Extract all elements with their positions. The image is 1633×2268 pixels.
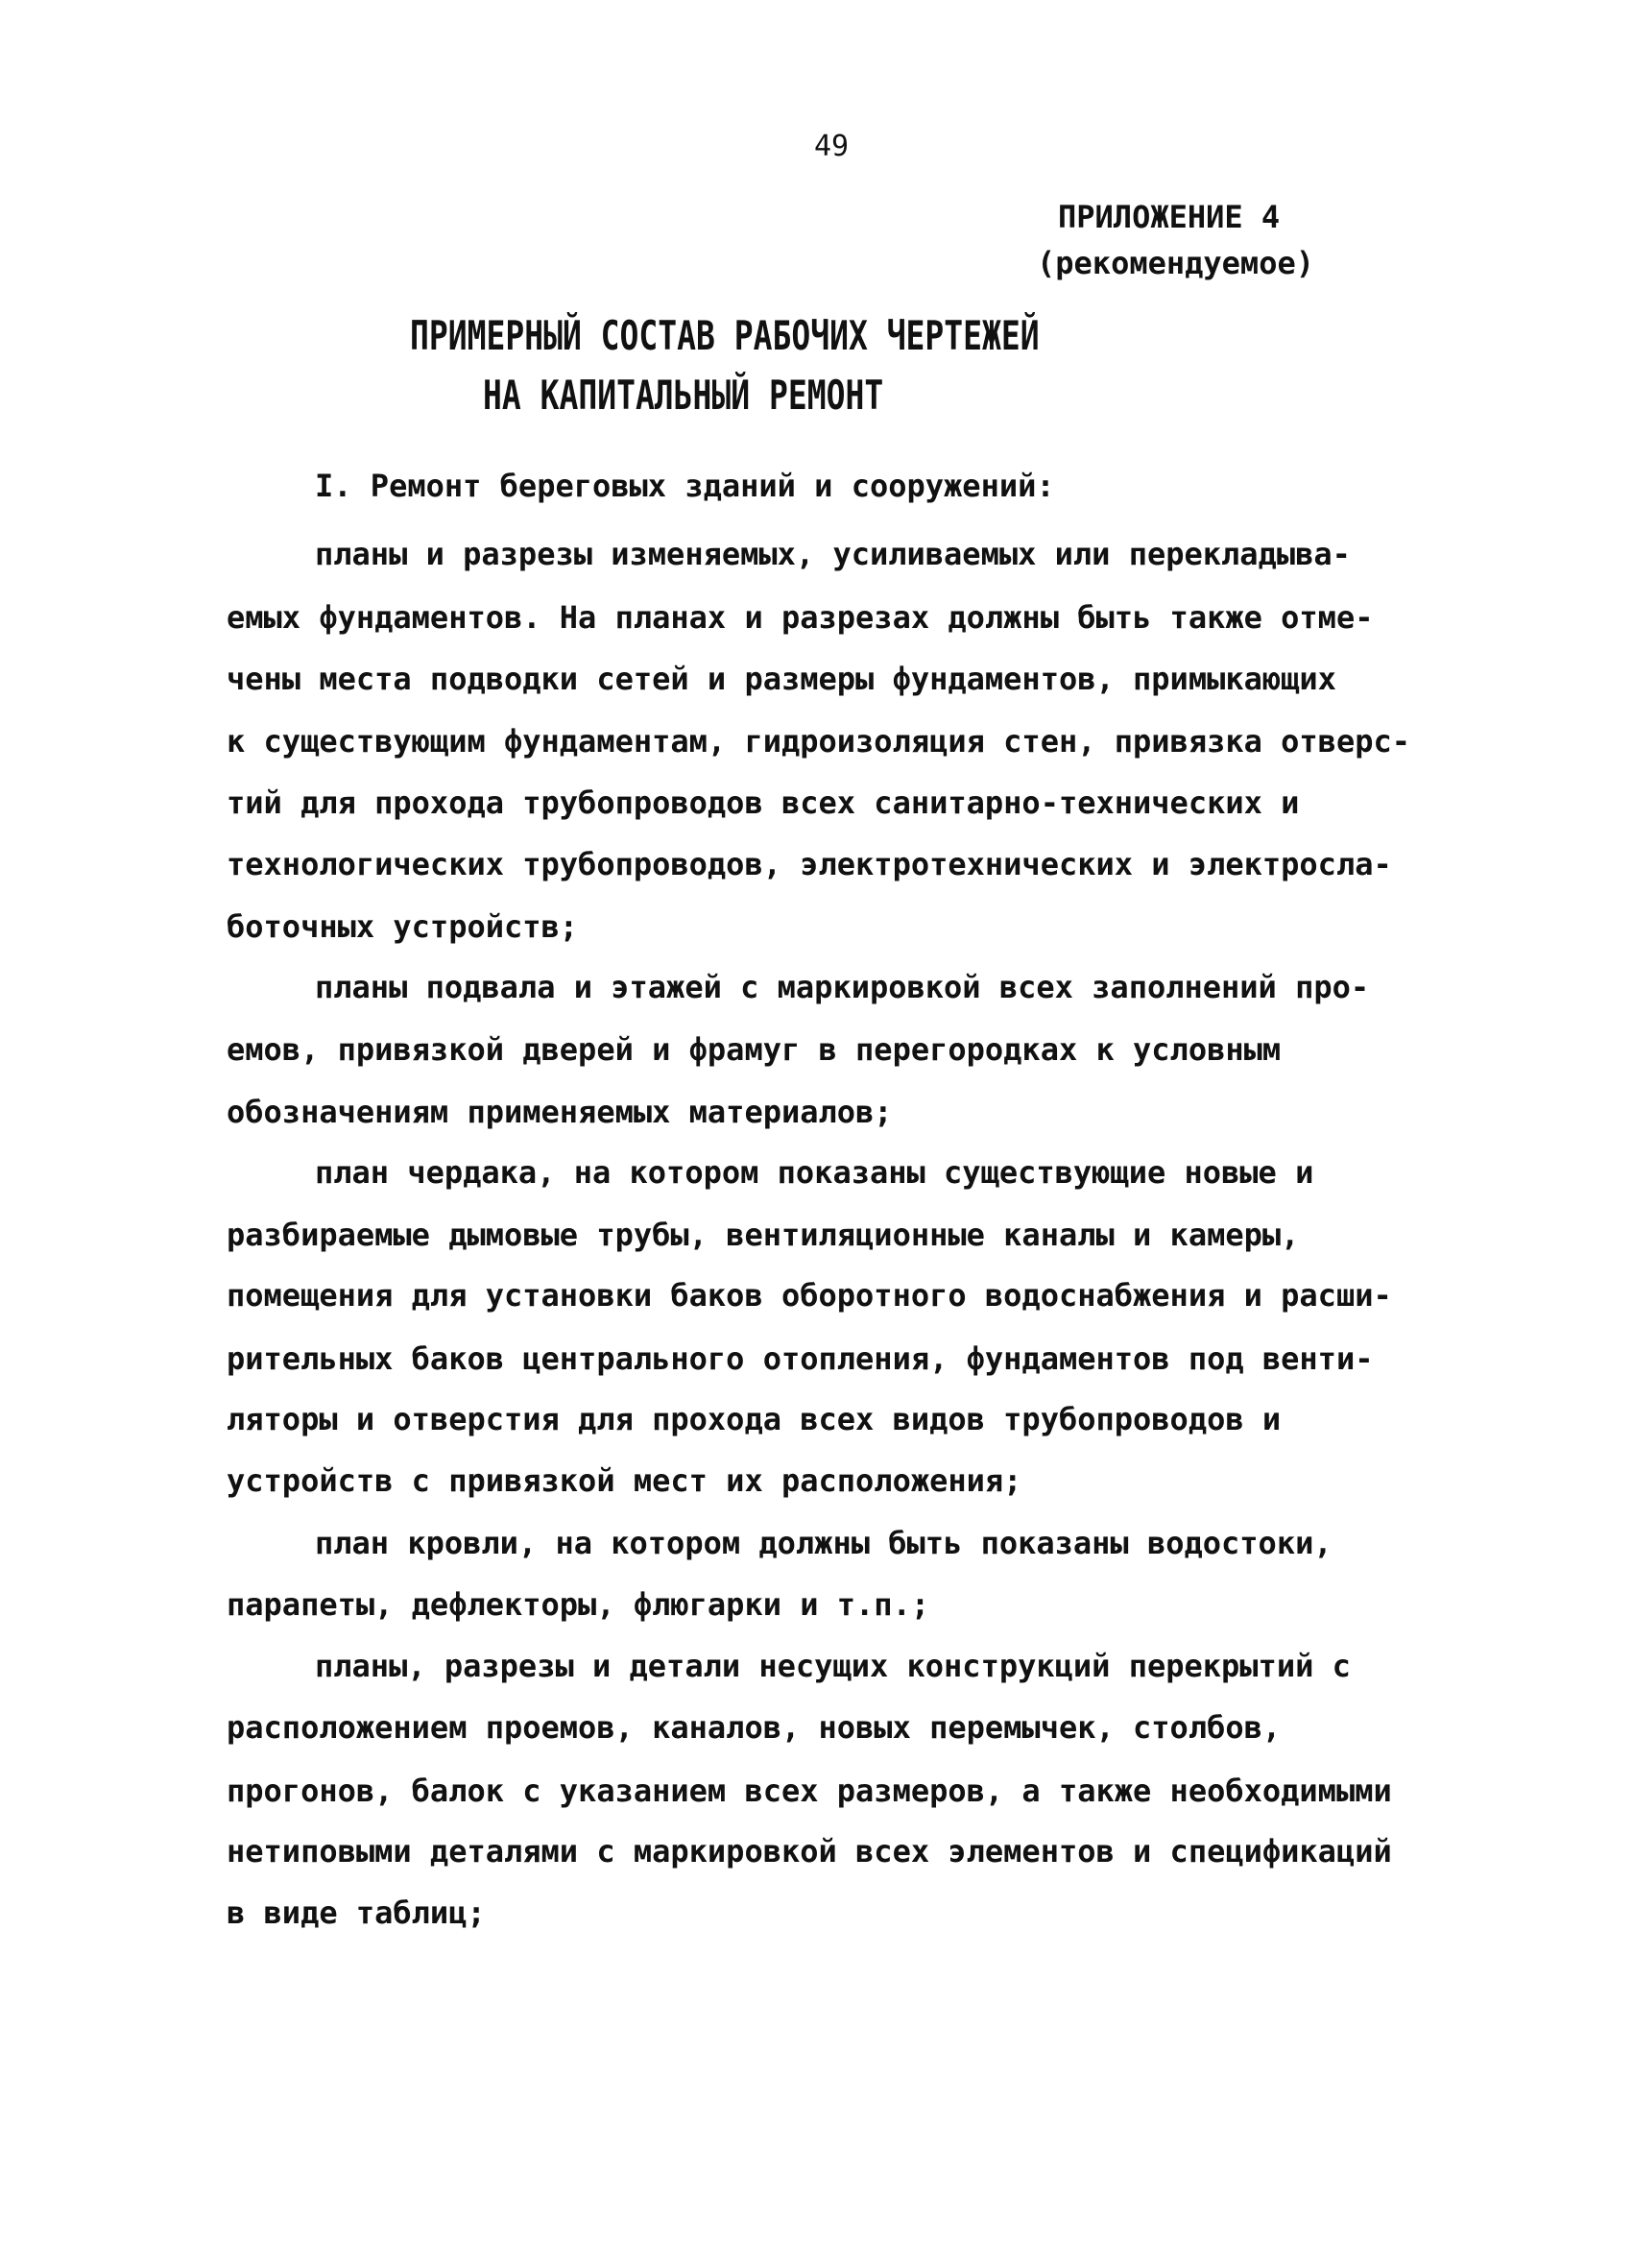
body-line: планы и разрезы изменяемых, усиливаемых или перекладыва- bbox=[315, 536, 1351, 572]
body-line: расположением проемов, каналов, новых перемычек, столбов, bbox=[227, 1709, 1282, 1746]
body-line: к существующим фундаментам, гидроизоляция стен, привязка отверс- bbox=[227, 723, 1410, 760]
body-line: технологических трубопроводов, электротехнических и электросла- bbox=[227, 846, 1392, 882]
body-line: боточных устройств; bbox=[227, 908, 579, 945]
body-line: планы, разрезы и детали несущих конструкций перекрытий с bbox=[315, 1648, 1351, 1684]
body-line: чены места подводки сетей и размеры фундаментов, примыкающих bbox=[227, 661, 1336, 697]
body-line: план кровли, на котором должны быть показаны водостоки, bbox=[315, 1525, 1333, 1561]
page-number: 49 bbox=[814, 130, 850, 163]
body-line: план чердака, на котором показаны существующие новые и bbox=[315, 1154, 1314, 1191]
body-line: помещения для установки баков оборотного водоснабжения и расши- bbox=[227, 1277, 1392, 1314]
body-line: устройств с привязкой мест их расположения; bbox=[227, 1462, 1022, 1499]
body-line: ляторы и отверстия для прохода всех видов трубопроводов и bbox=[227, 1401, 1282, 1437]
body-line: тий для прохода трубопроводов всех санитарно-технических и bbox=[227, 784, 1300, 821]
body-line: рительных баков центрального отопления, фундаментов под венти- bbox=[227, 1340, 1374, 1377]
body-line: в виде таблиц; bbox=[227, 1894, 486, 1931]
body-line: нетиповыми деталями с маркировкой всех элементов и спецификаций bbox=[227, 1833, 1392, 1870]
body-line: емых фундаментов. На планах и разрезах должны быть также отме- bbox=[227, 599, 1374, 636]
document-title-line-1: ПРИМЕРНЫЙ СОСТАВ РАБОЧИХ ЧЕРТЕЖЕЙ bbox=[410, 311, 1040, 360]
section-heading: I. Ремонт береговых зданий и сооружений: bbox=[315, 468, 1055, 504]
body-line: обозначениям применяемых материалов; bbox=[227, 1094, 893, 1130]
body-line: прогонов, балок с указанием всех размеров, а также необходимыми bbox=[227, 1773, 1392, 1809]
appendix-label: ПРИЛОЖЕНИЕ 4 bbox=[1058, 199, 1281, 235]
document-title-line-2: НА КАПИТАЛЬНЫЙ РЕМОНТ bbox=[483, 371, 884, 420]
body-line: парапеты, дефлекторы, флюгарки и т.п.; bbox=[227, 1586, 930, 1623]
body-line: планы подвала и этажей с маркировкой всех заполнений про- bbox=[315, 969, 1370, 1005]
appendix-note: (рекомендуемое) bbox=[1037, 245, 1314, 281]
body-line: емов, привязкой дверей и фрамуг в перегородках к условным bbox=[227, 1031, 1282, 1068]
body-line: разбираемые дымовые трубы, вентиляционные каналы и камеры, bbox=[227, 1217, 1300, 1253]
